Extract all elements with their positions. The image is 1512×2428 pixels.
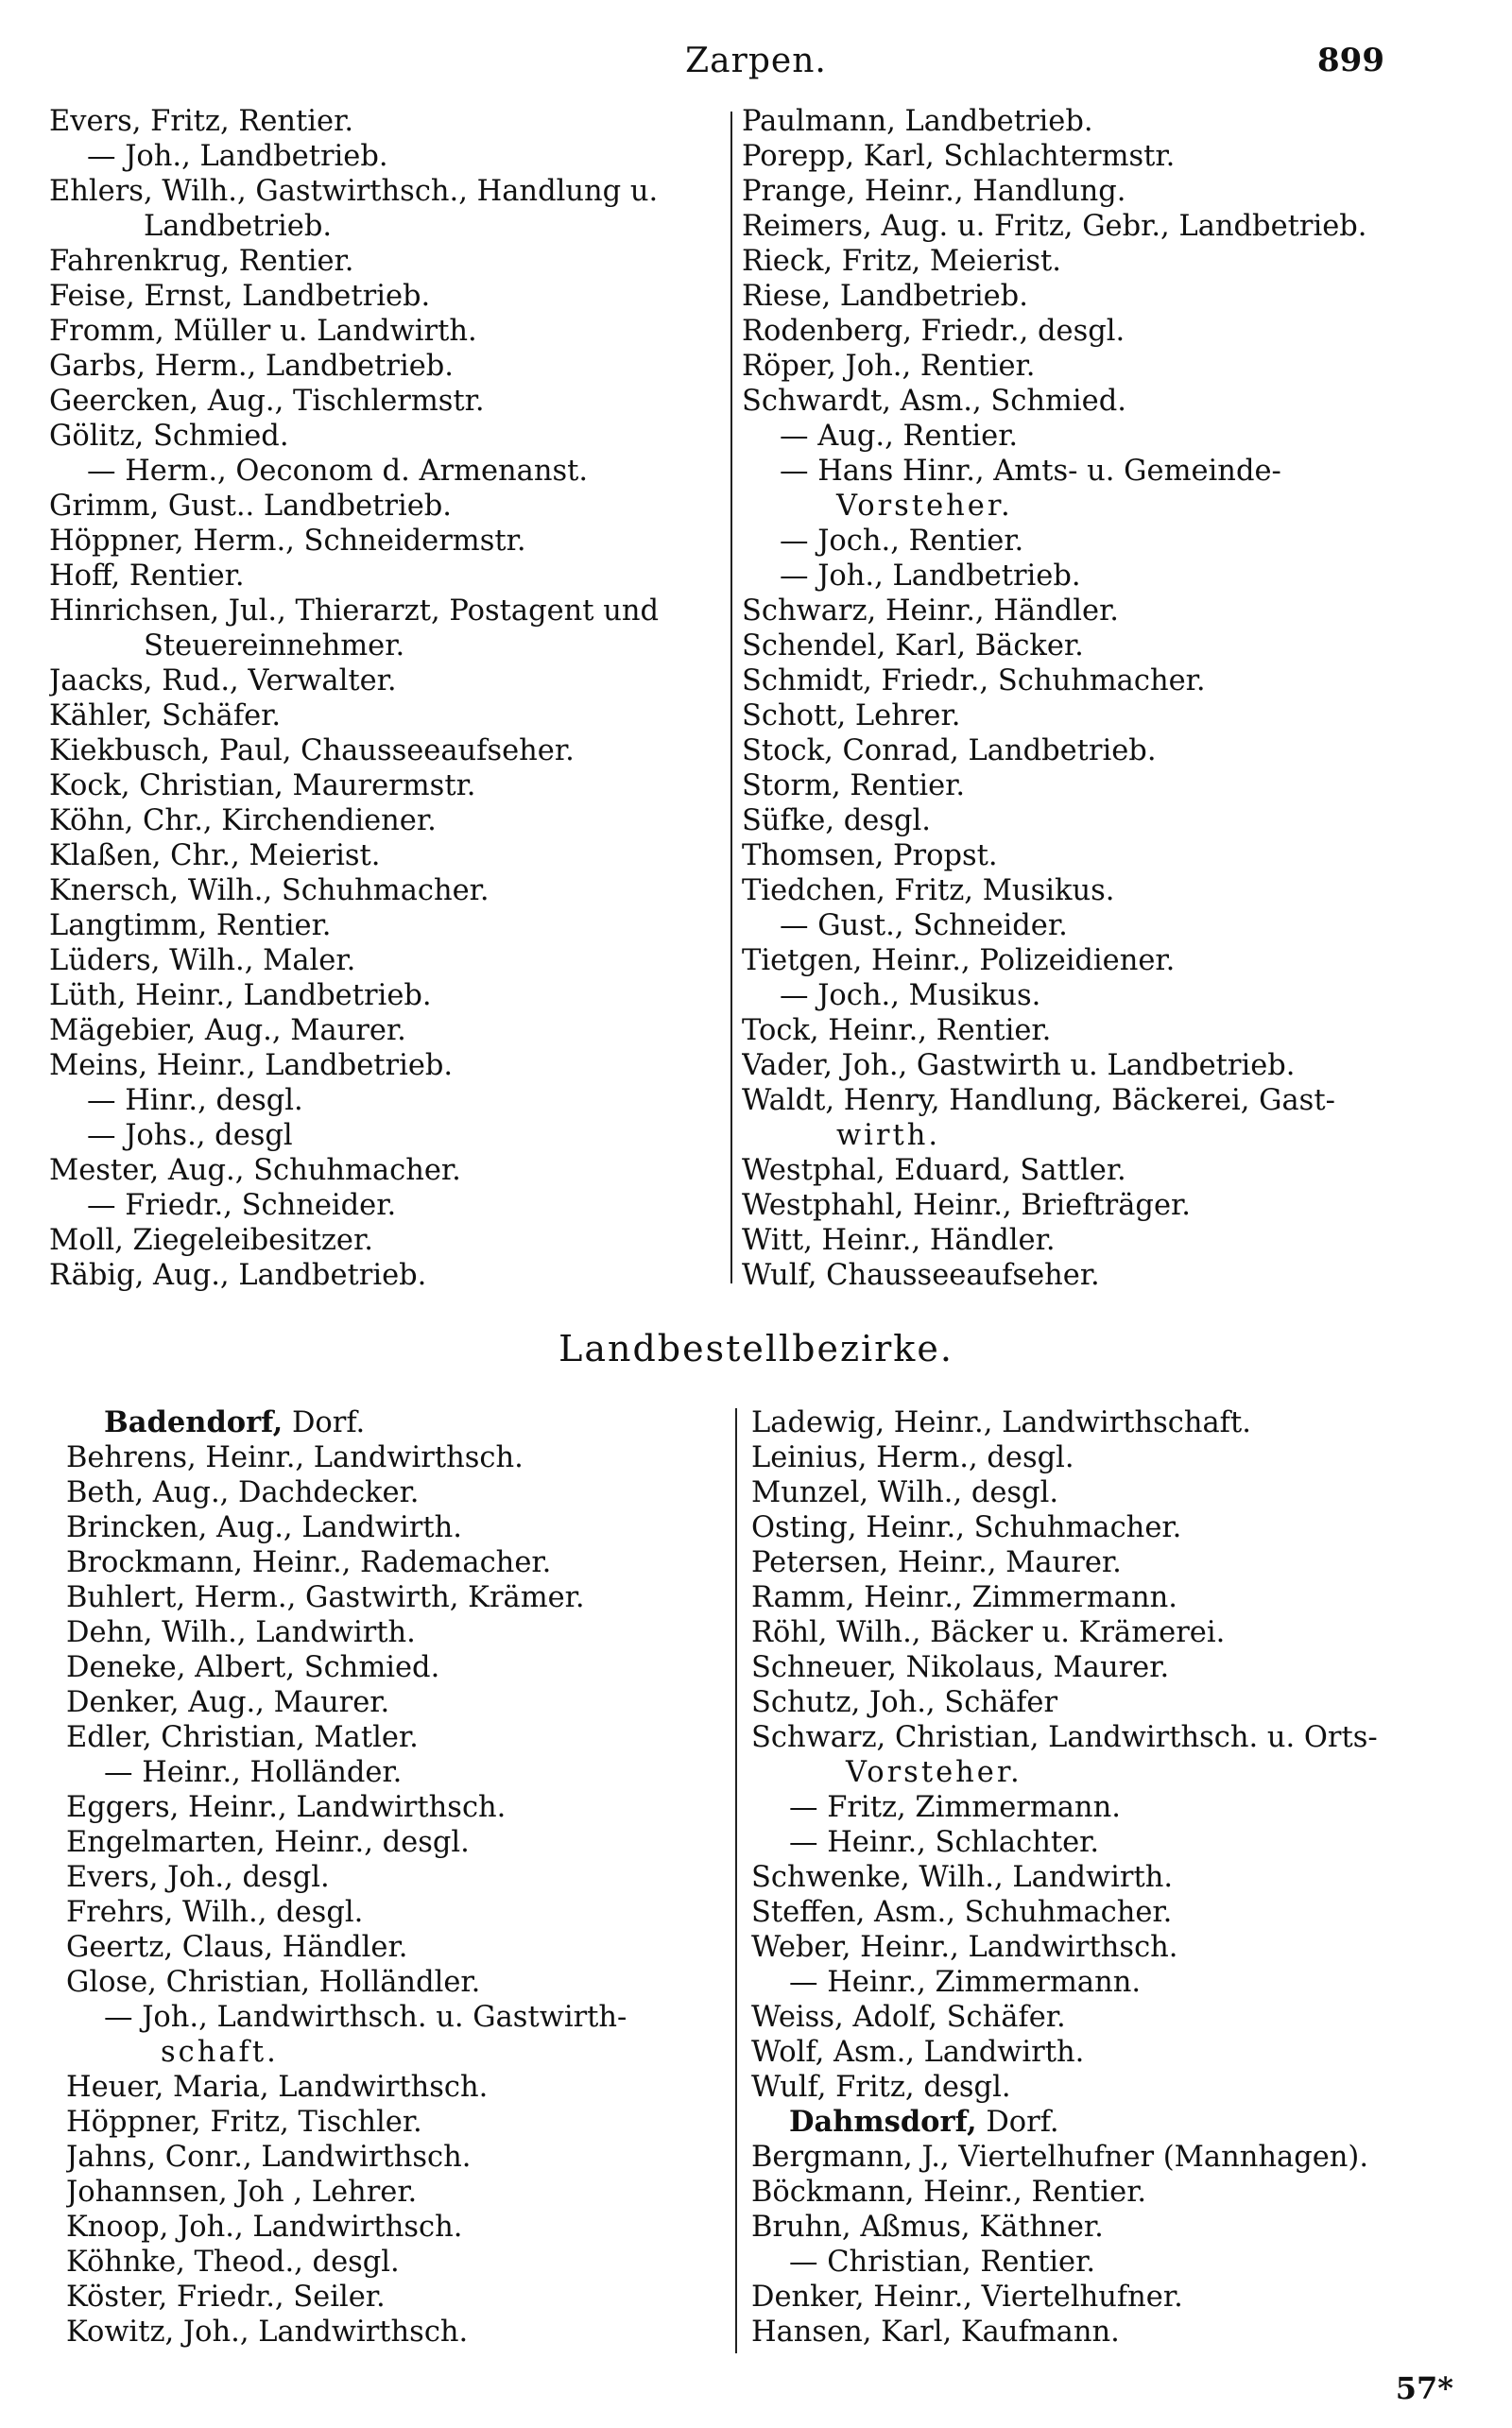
directory-entry: Witt, Heinr., Händler. [742, 1224, 1056, 1257]
directory-entry: Prange, Heinr., Handlung. [742, 175, 1126, 208]
directory-entry: Köster, Friedr., Seiler. [66, 2281, 386, 2314]
directory-entry: Rieck, Fritz, Meierist. [742, 245, 1061, 278]
directory-entry: Tiedchen, Fritz, Musikus. [742, 874, 1115, 907]
directory-entry: Jahns, Conr., Landwirthsch. [66, 2141, 472, 2174]
directory-entry: Westphahl, Heinr., Briefträger. [742, 1189, 1191, 1222]
directory-entry: Räbig, Aug., Landbetrieb. [49, 1259, 427, 1292]
directory-entry: Dehn, Wilh., Landwirth. [66, 1616, 416, 1649]
directory-entry: Engelmarten, Heinr., desgl. [66, 1826, 470, 1859]
directory-entry: Ramm, Heinr., Zimmermann. [751, 1581, 1177, 1614]
directory-entry: Schutz, Joh., Schäfer [751, 1686, 1058, 1719]
directory-entry: Brincken, Aug., Landwirth. [66, 1511, 462, 1544]
directory-entry: Geercken, Aug., Tischlermstr. [49, 385, 485, 418]
entry-continuation: Vorsteher. [836, 490, 1013, 523]
page-number: 899 [1317, 42, 1384, 79]
directory-entry: Thomsen, Propst. [742, 839, 998, 872]
directory-entry: Evers, Fritz, Rentier. [49, 105, 354, 138]
directory-entry: Beth, Aug., Dachdecker. [66, 1476, 420, 1509]
directory-entry: Langtimm, Rentier. [49, 909, 332, 942]
directory-entry: Kock, Christian, Maurermstr. [49, 769, 476, 802]
entry-subline: — Heinr., Schlachter. [789, 1826, 1100, 1859]
directory-entry: Wulf, Fritz, desgl. [751, 2071, 1011, 2104]
directory-entry: Storm, Rentier. [742, 769, 966, 802]
entry-subline: — Joh., Landbetrieb. [780, 560, 1081, 593]
directory-entry: Steffen, Asm., Schuhmacher. [751, 1896, 1173, 1929]
directory-entry: Kowitz, Joh., Landwirthsch. [66, 2316, 469, 2349]
entry-subline: — Aug., Rentier. [780, 420, 1019, 453]
directory-entry: Fahrenkrug, Rentier. [49, 245, 354, 278]
place-heading [751, 2105, 1469, 2140]
directory-entry: Hoff, Rentier. [49, 560, 245, 593]
directory-entry: Tock, Heinr., Rentier. [742, 1014, 1052, 1047]
entry-subline: — Hans Hinr., Amts- u. Gemeinde- [780, 455, 1281, 488]
directory-entry: Schwarz, Christian, Landwirthsch. u. Orts- [751, 1721, 1378, 1754]
entry-subline: — Heinr., Zimmermann. [789, 1966, 1142, 1999]
directory-entry: Eggers, Heinr., Landwirthsch. [66, 1791, 507, 1824]
directory-entry: Höppner, Herm., Schneidermstr. [49, 525, 526, 558]
entry-subline: — Joh., Landbetrieb. [87, 140, 388, 173]
directory-entry: Jaacks, Rud., Verwalter. [49, 664, 397, 697]
entry-subline: — Heinr., Holländer. [104, 1756, 403, 1789]
column-divider-top [730, 112, 732, 1283]
directory-entry: Grimm, Gust.. Landbetrieb. [49, 490, 452, 523]
directory-entry: Leinius, Herm., desgl. [751, 1441, 1074, 1474]
directory-entry: Munzel, Wilh., desgl. [751, 1476, 1059, 1509]
directory-entry: Röhl, Wilh., Bäcker u. Krämerei. [751, 1616, 1226, 1649]
directory-entry: Behrens, Heinr., Landwirthsch. [66, 1441, 524, 1474]
directory-entry: Rodenberg, Friedr., desgl. [742, 315, 1125, 348]
entry-subline: — Hinr., desgl. [87, 1084, 303, 1117]
directory-entry: Bruhn, Aßmus, Käthner. [751, 2211, 1104, 2244]
directory-entry: Weber, Heinr., Landwirthsch. [751, 1931, 1178, 1964]
top-right-column [742, 104, 1460, 1293]
directory-entry: Fromm, Müller u. Landwirth. [49, 315, 477, 348]
place-type: Dorf. [283, 1406, 366, 1439]
directory-entry: Petersen, Heinr., Maurer. [751, 1546, 1122, 1579]
directory-entry: Johannsen, Joh , Lehrer. [66, 2176, 418, 2209]
directory-entry: Osting, Heinr., Schuhmacher. [751, 1511, 1182, 1544]
directory-entry: Schott, Lehrer. [742, 699, 961, 732]
directory-entry: Moll, Ziegeleibesitzer. [49, 1224, 373, 1257]
entry-subline: — Johs., desgl [87, 1119, 293, 1152]
directory-entry: Wulf, Chausseeaufseher. [742, 1259, 1100, 1292]
directory-entry: Frehrs, Wilh., desgl. [66, 1896, 364, 1929]
directory-entry: Porepp, Karl, Schlachtermstr. [742, 140, 1176, 173]
directory-entry: Heuer, Maria, Landwirthsch. [66, 2071, 489, 2104]
directory-entry: Buhlert, Herm., Gastwirth, Krämer. [66, 1581, 585, 1614]
directory-entry: Kiekbusch, Paul, Chausseeaufseher. [49, 734, 575, 767]
place-name: Badendorf, [104, 1405, 284, 1439]
directory-entry: Knoop, Joh., Landwirthsch. [66, 2211, 463, 2244]
entry-subline: — Christian, Rentier. [789, 2246, 1096, 2279]
directory-entry: Röper, Joh., Rentier. [742, 350, 1036, 383]
directory-entry: Glose, Christian, Holländler. [66, 1966, 481, 1999]
directory-entry: Gölitz, Schmied. [49, 420, 289, 453]
directory-entry: Meins, Heinr., Landbetrieb. [49, 1049, 454, 1082]
place-heading [66, 1405, 718, 1440]
directory-entry: Süfke, desgl. [742, 804, 931, 837]
directory-entry: Schneuer, Nikolaus, Maurer. [751, 1651, 1170, 1684]
directory-entry: Köhnke, Theod., desgl. [66, 2246, 400, 2279]
printer-signature: 57* [1395, 2370, 1453, 2406]
directory-entry: Lüth, Heinr., Landbetrieb. [49, 979, 432, 1012]
directory-entry: Feise, Ernst, Landbetrieb. [49, 280, 431, 313]
entry-subline: — Herm., Oeconom d. Armenanst. [87, 455, 589, 488]
section-heading: Landbestellbezirke. [558, 1328, 954, 1369]
directory-entry: Hinrichsen, Jul., Thierarzt, Postagent und [49, 594, 660, 628]
entry-continuation: wirth. [836, 1119, 941, 1152]
directory-entry: Lüders, Wilh., Maler. [49, 944, 356, 977]
directory-entry: Böckmann, Heinr., Rentier. [751, 2176, 1147, 2209]
directory-entry: Denker, Heinr., Viertelhufner. [751, 2281, 1183, 2314]
directory-entry: Riese, Landbetrieb. [742, 280, 1028, 313]
directory-entry: Garbs, Herm., Landbetrieb. [49, 350, 454, 383]
directory-entry: Hansen, Karl, Kaufmann. [751, 2316, 1120, 2349]
directory-entry: Bergmann, J., Viertelhufner (Mannhagen). [751, 2141, 1369, 2174]
directory-entry: Denker, Aug., Maurer. [66, 1686, 390, 1719]
directory-entry: Edler, Christian, Matler. [66, 1721, 419, 1754]
entry-subline: — Joch., Rentier. [780, 525, 1024, 558]
entry-subline: — Joh., Landwirthsch. u. Gastwirth- [104, 2001, 627, 2034]
directory-entry: Schwarz, Heinr., Händler. [742, 594, 1119, 628]
directory-entry: Wolf, Asm., Landwirth. [751, 2036, 1085, 2069]
directory-entry: Mägebier, Aug., Maurer. [49, 1014, 406, 1047]
directory-entry: Köhn, Chr., Kirchendiener. [49, 804, 437, 837]
directory-entry: Schmidt, Friedr., Schuhmacher. [742, 664, 1206, 697]
directory-entry: Schwardt, Asm., Schmied. [742, 385, 1126, 418]
directory-entry: Schwenke, Wilh., Landwirth. [751, 1861, 1174, 1894]
directory-entry: Ladewig, Heinr., Landwirthschaft. [751, 1406, 1251, 1439]
directory-entry: Knersch, Wilh., Schuhmacher. [49, 874, 490, 907]
directory-entry: Reimers, Aug. u. Fritz, Gebr., Landbetrieb. [742, 210, 1367, 243]
directory-entry: Klaßen, Chr., Meierist. [49, 839, 381, 872]
directory-entry: Brockmann, Heinr., Rademacher. [66, 1546, 552, 1579]
directory-entry: Weiss, Adolf, Schäfer. [751, 2001, 1066, 2034]
place-name: Dahmsdorf, [789, 2105, 977, 2139]
entry-continuation: Steuereinnehmer. [144, 629, 405, 663]
entry-subline: — Gust., Schneider. [780, 909, 1068, 942]
entry-continuation: schaft. [161, 2036, 279, 2069]
entry-subline: — Fritz, Zimmermann. [789, 1791, 1121, 1824]
directory-entry: Tietgen, Heinr., Polizeidiener. [742, 944, 1176, 977]
directory-entry: Vader, Joh., Gastwirth u. Landbetrieb. [742, 1049, 1296, 1082]
directory-entry: Westphal, Eduard, Sattler. [742, 1154, 1126, 1187]
place-type: Dorf. [976, 2106, 1059, 2139]
directory-entry: Stock, Conrad, Landbetrieb. [742, 734, 1157, 767]
entry-subline: — Friedr., Schneider. [87, 1189, 397, 1222]
directory-entry: Kähler, Schäfer. [49, 699, 282, 732]
directory-entry: Höppner, Fritz, Tischler. [66, 2106, 422, 2139]
running-head [0, 36, 1512, 83]
top-left-column [49, 104, 711, 1293]
running-title: Zarpen. [685, 42, 827, 80]
directory-entry: Deneke, Albert, Schmied. [66, 1651, 440, 1684]
entry-subline: — Joch., Musikus. [780, 979, 1041, 1012]
entry-continuation: Vorsteher. [846, 1756, 1022, 1789]
directory-entry: Ehlers, Wilh., Gastwirthsch., Handlung u. [49, 175, 659, 208]
entry-continuation: Landbetrieb. [144, 210, 333, 243]
column-divider-bottom [735, 1408, 737, 2353]
directory-entry: Schendel, Karl, Bäcker. [742, 629, 1084, 663]
directory-entry: Evers, Joh., desgl. [66, 1861, 330, 1894]
bottom-right-column [751, 1405, 1469, 2350]
bottom-left-column [66, 1405, 718, 2350]
directory-entry: Geertz, Claus, Händler. [66, 1931, 408, 1964]
directory-entry: Mester, Aug., Schuhmacher. [49, 1154, 461, 1187]
directory-entry: Paulmann, Landbetrieb. [742, 105, 1093, 138]
directory-entry: Waldt, Henry, Handlung, Bäckerei, Gast- [742, 1084, 1335, 1117]
